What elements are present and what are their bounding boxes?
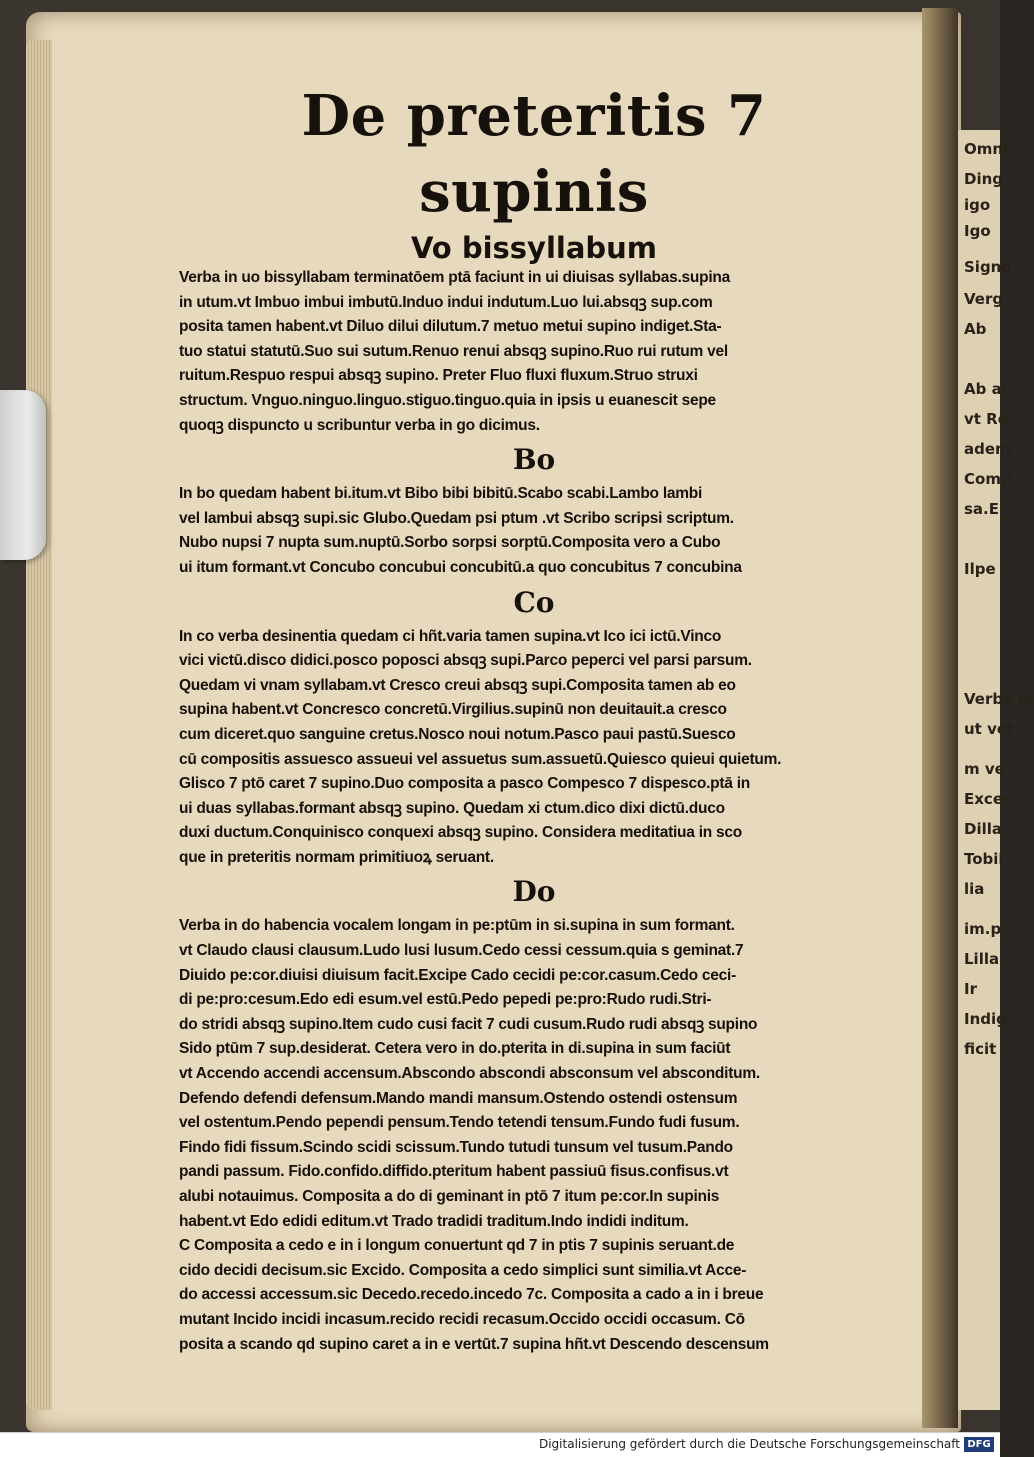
text-line: vel ostentum.Pendo pependi pensum.Tendo tetendi tensum.Fundo fudi fusum. bbox=[179, 1114, 740, 1132]
paragraph-co bbox=[179, 625, 889, 871]
page-text bbox=[179, 78, 889, 1357]
text-line: Sido ptūm 7 sup.desiderat. Cetera vero in do.pterita in di.supina in sum faciūt bbox=[179, 1040, 731, 1058]
facing-page-text: lia bbox=[964, 880, 985, 898]
facing-page-text: sa.E bbox=[964, 500, 999, 518]
facing-page-fragment bbox=[958, 130, 1034, 1410]
text-line: mutant Incido incidi incasum.recido recidi recasum.Occido occidi occasum. Cō bbox=[179, 1310, 745, 1328]
text-line: Glisco 7 ptō caret 7 supino.Duo composita a pasco Compesco 7 dispesco.ptā in bbox=[179, 775, 750, 793]
text-line: ruitum.Respuo respui absqꝫ supino. Preter Fluo fluxi fluxum.Struo struxi bbox=[179, 367, 698, 385]
facing-page-text: Ir bbox=[964, 980, 977, 998]
facing-page-text: igo bbox=[964, 196, 991, 214]
text-line: structum. Vnguo.ninguo.linguo.stiguo.tinguo.quia in ipsis u euanescit sepe bbox=[179, 391, 716, 409]
section-heading-bo: Bo bbox=[512, 443, 556, 477]
text-line: cum diceret.quo sanguine cretus.Nosco noui notum.Pasco paui pastū.Suesco bbox=[179, 725, 736, 743]
facing-page-text: Omni bbox=[964, 140, 1009, 158]
text-line: C Composita a cedo e in i longum conuertunt qd 7 in ptis 7 supinis seruant.de bbox=[179, 1237, 735, 1255]
text-line: ui duas syllabas.formant absqꝫ supino. Quedam xi ctum.dico dixi dictū.duco bbox=[179, 799, 725, 817]
facing-page-text: m ve bbox=[964, 760, 1005, 778]
section-heading-co: Co bbox=[513, 585, 555, 619]
text-line: Verba in do habencia vocalem longam in pe:ptūm in si.supina in sum formant. bbox=[179, 917, 735, 935]
facing-page-text: vt Re bbox=[964, 410, 1008, 428]
text-line: alubi notauimus. Composita a do di geminant in ptō 7 itum pe:cor.In supinis bbox=[179, 1188, 720, 1205]
facing-page-text: Ding bbox=[964, 170, 1004, 188]
text-line: supina habent.vt Concresco concretū.Virgilius.supinū non deuitauit.a cresco bbox=[179, 701, 727, 719]
text-line: In bo quedam habent bi.itum.vt Bibo bibi bibitū.Scabo scabi.Lambo lambi bbox=[179, 485, 703, 503]
facing-page-text: Excep bbox=[964, 790, 1014, 808]
text-line: quoqꝫ dispuncto u scribuntur verba in go dicimus. bbox=[179, 416, 540, 434]
footer-bar bbox=[0, 1432, 1000, 1457]
text-line: In co verba desinentia quedam ci hñt.varia tamen supina.vt Ico ici ictū.Vinco bbox=[179, 627, 722, 645]
text-line: tuo statui statutū.Suo sui sutum.Renuo renui absqꝫ supino.Ruo rui rutum vel bbox=[179, 342, 728, 360]
facing-page-text: Ab ac bbox=[964, 380, 1011, 398]
text-line: habent.vt Edo edidi editum.vt Trado tradidi traditum.Indo indidi inditum. bbox=[179, 1212, 689, 1230]
facing-page-text: Igo bbox=[964, 222, 991, 240]
text-line: posita tamen habent.vt Diluo dilui dilutum.7 metuo metui supino indiget.Sta- bbox=[179, 318, 722, 336]
text-line: Nubo nupsi 7 nupta sum.nuptū.Sorbo sorpsi sorptū.Composita vero a Cubo bbox=[179, 534, 721, 552]
dfg-logo: DFG bbox=[964, 1437, 994, 1452]
text-line: Quedam vi vnam syllabam.vt Cresco creui absqꝫ supi.Composita tamen ab eo bbox=[179, 676, 736, 694]
section-heading-vo: Vo bissyllabum bbox=[410, 231, 658, 265]
text-line: cido decidi decisum.sic Excido. Composita a cedo simplici sunt similia.vt Acce- bbox=[179, 1261, 747, 1279]
facing-page-text: adem bbox=[964, 440, 1011, 458]
text-line: do accessi accessum.sic Decedo.recedo.incedo 7c. Composita a cado a in i breue bbox=[179, 1286, 764, 1304]
text-line: cū compositis assuesco assueui vel assuetus sum.assuetū.Quiesco quieui quietum. bbox=[179, 750, 782, 768]
facing-page-text: ut vet bbox=[964, 720, 1015, 738]
text-line: vel lambui absqꝫ supi.sic Glubo.Quedam psi ptum .vt Scribo scripsi scriptum. bbox=[179, 509, 734, 527]
text-line: Diuido pe:cor.diuisi diuisum facit.Excipe Cado cecidi pe:cor.casum.Cedo ceci- bbox=[179, 966, 736, 984]
facing-page-text: Dilla bbox=[964, 820, 1002, 838]
facing-page-text: Tobil bbox=[964, 850, 1004, 868]
paragraph-do bbox=[179, 914, 889, 1357]
text-line: di pe:pro:cesum.Edo edi esum.vel estū.Pedo pepedi pe:pro:Rudo rudi.Stri- bbox=[179, 991, 712, 1009]
page-edges bbox=[26, 40, 52, 1410]
facing-page-text: ficit bbox=[964, 1040, 997, 1058]
facing-page-text: Lilla bbox=[964, 950, 1000, 968]
facing-page-text: Verg bbox=[964, 290, 1004, 308]
facing-page-text: Indig bbox=[964, 1010, 1007, 1028]
text-line: Findo fidi fissum.Scindo scidi scissum.Tundo tutudi tunsum vel tusum.Pando bbox=[179, 1138, 733, 1156]
text-line: in utum.vt Imbuo imbui imbutū.Induo indui indutum.Luo lui.absqꝫ sup.com bbox=[179, 293, 713, 311]
paragraph-bo bbox=[179, 482, 889, 580]
text-line: vt Accendo accendi accensum.Abscondo abscondi absconsum vel absconditum. bbox=[179, 1065, 760, 1083]
facing-page-text: Signo bbox=[964, 258, 1012, 276]
text-line: Defendo defendi defensum.Mando mandi mansum.Ostendo ostendi ostensum bbox=[179, 1089, 738, 1107]
page-holder-clip bbox=[0, 390, 46, 560]
facing-page-text: im.p bbox=[964, 920, 1002, 938]
text-line: posita a scando qd supino caret a in e vertūt.7 supina hñt.vt Descendo descensum bbox=[179, 1335, 769, 1353]
text-line: que in preteritis normam primitiuoꝝ seruant. bbox=[179, 848, 494, 866]
page-title: De preteritis 7 supinis bbox=[301, 83, 767, 225]
facing-page-text: Ilpe bbox=[964, 560, 996, 578]
text-line: pandi passum. Fido.confido.diffido.pteritum habent passiuū fisus.confisus.vt bbox=[179, 1163, 729, 1181]
paragraph-vo bbox=[179, 266, 889, 438]
section-heading-do: Do bbox=[512, 875, 556, 909]
facing-page-text: Verba in bbox=[964, 690, 1034, 708]
funding-credit: Digitalisierung gefördert durch die Deutsche Forschungsgemeinschaft bbox=[538, 1437, 960, 1451]
book-gutter bbox=[922, 8, 958, 1428]
text-line: vici victū.disco didici.posco poposci absqꝫ supi.Parco peperci vel parsi parsum. bbox=[179, 652, 752, 670]
text-line: Verba in uo bissyllabam terminatōem ptā faciunt in ui diuisas syllabas.supina bbox=[179, 269, 730, 286]
facing-page-text: Ab bbox=[964, 320, 987, 338]
text-line: ui itum formant.vt Concubo concubui concubitū.a quo concubitus 7 concubina bbox=[179, 558, 742, 576]
text-line: vt Claudo clausi clausum.Ludo lusi lusum.Cedo cessi cessum.quia s geminat.7 bbox=[179, 942, 744, 960]
text-line: duxi ductum.Conquinisco conquexi absqꝫ supino. Considera meditatiua in sco bbox=[179, 824, 742, 842]
text-line: do stridi absqꝫ supino.Item cudo cusi facit 7 cudi cusum.Rudo rudi absqꝫ supino bbox=[179, 1015, 758, 1033]
facing-page-text: Comp bbox=[964, 470, 1012, 488]
